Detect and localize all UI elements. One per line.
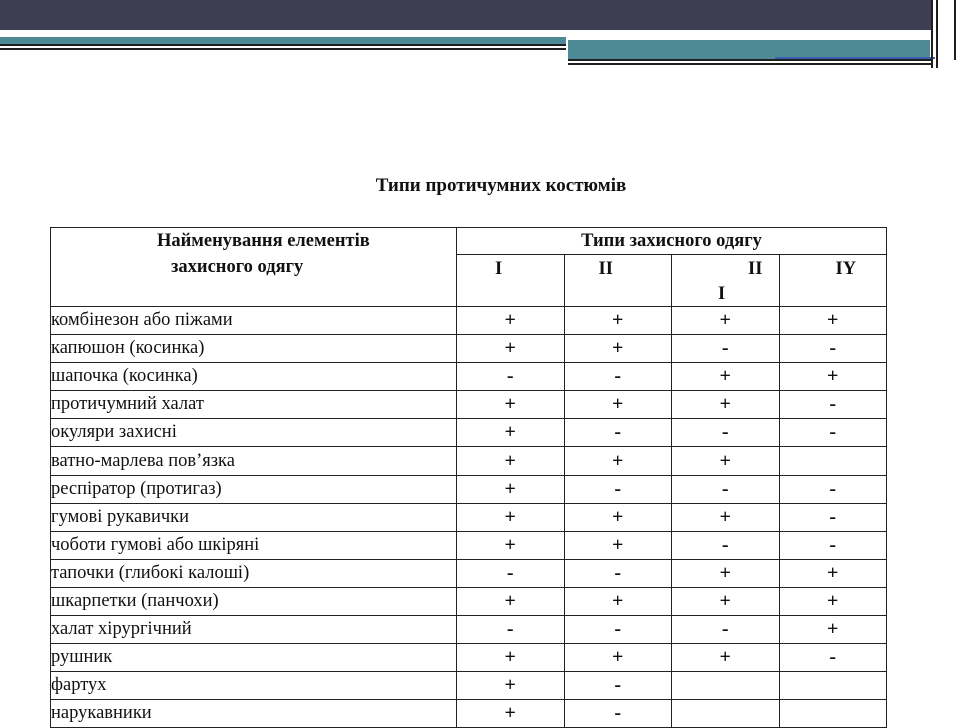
type-4-mark-cell [779, 447, 887, 475]
type-1-mark-cell: + [457, 531, 565, 559]
type-3-mark-cell: - [672, 335, 780, 363]
table-row [51, 700, 887, 728]
type-3-mark-cell: - [672, 531, 780, 559]
type-1-mark-cell: - [457, 559, 565, 587]
header-rule-line [568, 59, 932, 61]
type-1-mark-cell: + [457, 503, 565, 531]
type-1-mark-cell: + [457, 447, 565, 475]
type-1-mark-cell: + [457, 391, 565, 419]
table-row [51, 616, 887, 644]
type-2-mark-cell: - [564, 672, 672, 700]
type-4-mark-cell: + [779, 587, 887, 615]
type-3-mark-cell: - [672, 475, 780, 503]
type-header-1 [457, 255, 565, 307]
type-1-mark-cell: + [457, 700, 565, 728]
type-header-3 [672, 255, 780, 307]
type-3-mark-cell: + [672, 363, 780, 391]
type-1-mark-cell: + [457, 335, 565, 363]
type-2-mark-cell: + [564, 503, 672, 531]
type-3-mark-cell [672, 672, 780, 700]
type-number: II [598, 259, 613, 280]
header-bar [0, 0, 932, 30]
header-rule-blue [775, 57, 935, 59]
type-4-mark-cell [779, 700, 887, 728]
type-4-mark-cell: + [779, 307, 887, 335]
type-3-mark-cell: + [672, 307, 780, 335]
type-2-mark-cell: + [564, 391, 672, 419]
type-4-mark-cell: + [779, 616, 887, 644]
type-header-2 [564, 255, 672, 307]
header-rule-line [0, 44, 566, 46]
header-rule-teal-left [0, 37, 566, 44]
table-row [51, 391, 887, 419]
type-number: IY [835, 259, 857, 280]
type-1-mark-cell: + [457, 644, 565, 672]
types-column-header: Типи захисного одягу [457, 228, 887, 255]
item-name-cell: шкарпетки (панчохи) [51, 587, 457, 615]
header-vertical-line [931, 0, 933, 68]
type-3-mark-cell: + [672, 447, 780, 475]
type-2-mark-cell: + [564, 644, 672, 672]
header-rule-line [0, 48, 566, 50]
table-row [51, 419, 887, 447]
type-number: I [495, 259, 503, 280]
type-2-mark-cell: - [564, 559, 672, 587]
protective-clothing-table [50, 227, 887, 728]
type-3-mark-cell: + [672, 587, 780, 615]
type-1-mark-cell: + [457, 672, 565, 700]
header-vertical-line [936, 0, 938, 68]
type-4-mark-cell [779, 672, 887, 700]
type-2-mark-cell: - [564, 363, 672, 391]
type-3-mark-cell: + [672, 503, 780, 531]
type-2-mark-cell: + [564, 447, 672, 475]
type-3-mark-cell: + [672, 391, 780, 419]
type-2-mark-cell: - [564, 700, 672, 728]
name-header-line-1: Найменування елементів [157, 231, 370, 251]
item-name-cell: комбінезон або піжами [51, 307, 457, 335]
type-2-mark-cell: + [564, 531, 672, 559]
item-name-cell: окуляри захисні [51, 419, 457, 447]
item-name-cell: шапочка (косинка) [51, 363, 457, 391]
item-name-cell: протичумний халат [51, 391, 457, 419]
item-name-cell: халат хірургічний [51, 616, 457, 644]
type-1-mark-cell: + [457, 419, 565, 447]
table-caption: Типи протичумних костюмів [375, 175, 627, 196]
item-name-cell: тапочки (глибокі калоші) [51, 559, 457, 587]
type-header-4 [779, 255, 887, 307]
type-1-mark-cell: + [457, 307, 565, 335]
type-4-mark-cell: - [779, 475, 887, 503]
type-number: I [718, 284, 726, 305]
type-3-mark-cell: + [672, 559, 780, 587]
type-4-mark-cell: - [779, 644, 887, 672]
type-2-mark-cell: + [564, 307, 672, 335]
table-row [51, 587, 887, 615]
table-row [51, 335, 887, 363]
type-4-mark-cell: - [779, 531, 887, 559]
type-4-mark-cell: + [779, 559, 887, 587]
table-row [51, 475, 887, 503]
table-row [51, 503, 887, 531]
name-column-header [51, 228, 457, 307]
table-row [51, 559, 887, 587]
table-row [51, 447, 887, 475]
header-corner-box [938, 0, 953, 68]
item-name-cell: гумові рукавички [51, 503, 457, 531]
header-vertical-line [954, 0, 956, 60]
type-4-mark-cell: - [779, 391, 887, 419]
item-name-cell: респіратор (протигаз) [51, 475, 457, 503]
item-name-cell: ватно-марлева пов’язка [51, 447, 457, 475]
table-row [51, 531, 887, 559]
type-4-mark-cell: - [779, 419, 887, 447]
table-row [51, 363, 887, 391]
item-name-cell: чоботи гумові або шкіряні [51, 531, 457, 559]
type-3-mark-cell: - [672, 616, 780, 644]
item-name-cell: рушник [51, 644, 457, 672]
type-number: II [748, 259, 763, 280]
type-2-mark-cell: - [564, 475, 672, 503]
type-2-mark-cell: + [564, 335, 672, 363]
type-1-mark-cell: + [457, 587, 565, 615]
type-2-mark-cell: + [564, 587, 672, 615]
item-name-cell: фартух [51, 672, 457, 700]
type-4-mark-cell: - [779, 335, 887, 363]
type-1-mark-cell: - [457, 616, 565, 644]
type-4-mark-cell: - [779, 503, 887, 531]
type-3-mark-cell: + [672, 644, 780, 672]
type-1-mark-cell: - [457, 363, 565, 391]
type-3-mark-cell [672, 700, 780, 728]
type-2-mark-cell: - [564, 616, 672, 644]
type-4-mark-cell: + [779, 363, 887, 391]
header-rule-line [568, 63, 932, 65]
table-row [51, 644, 887, 672]
item-name-cell: капюшон (косинка) [51, 335, 457, 363]
table-row [51, 307, 887, 335]
item-name-cell: нарукавники [51, 700, 457, 728]
type-3-mark-cell: - [672, 419, 780, 447]
table-row [51, 672, 887, 700]
type-2-mark-cell: - [564, 419, 672, 447]
name-header-line-2: захисного одягу [171, 257, 304, 277]
type-1-mark-cell: + [457, 475, 565, 503]
